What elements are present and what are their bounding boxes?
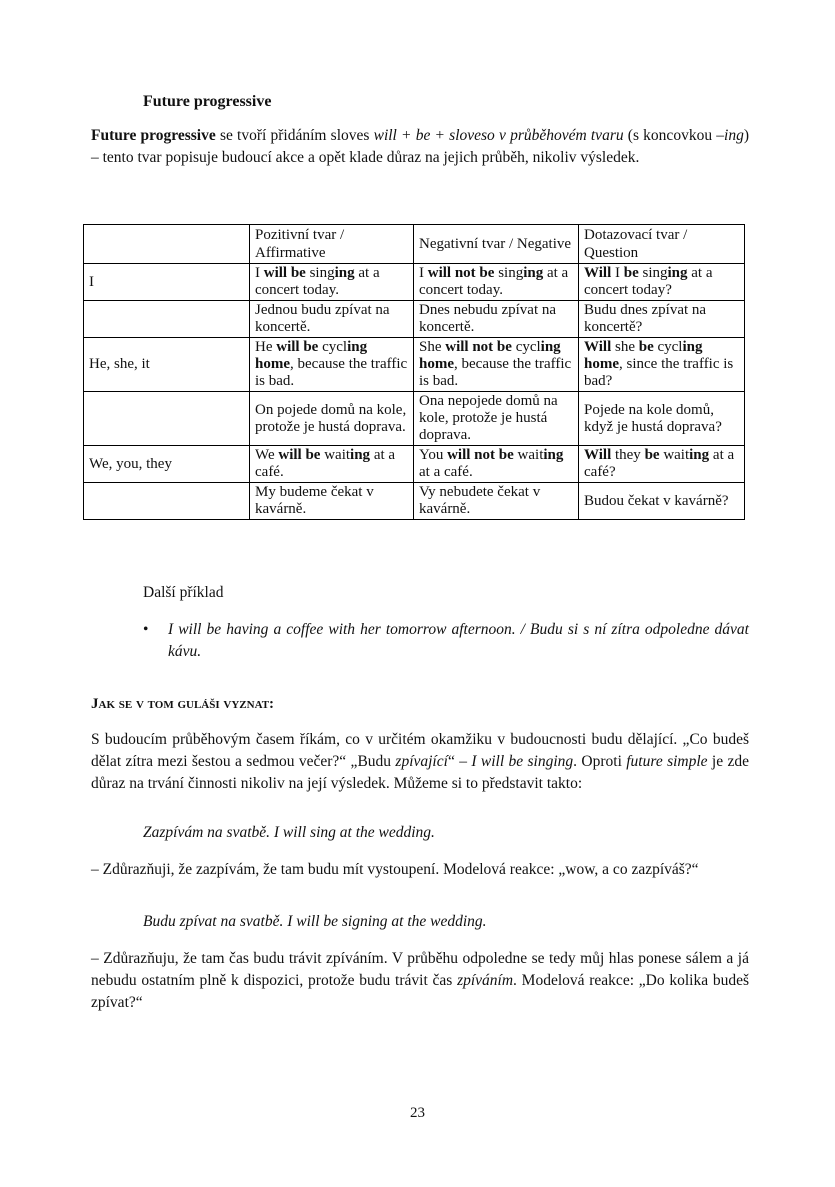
text-segment: . Modelová reakce: „Do kolika budeš zpívat?“: [91, 972, 749, 1011]
text-segment: ) – tento tvar popisuje budoucí akce a opět klade důraz na jejich průběh, nikoliv výsledek.: [91, 127, 749, 166]
example-cell: [250, 264, 414, 301]
example-cell: [414, 301, 579, 338]
text-segment: ing: [334, 265, 355, 281]
text-segment: “ –: [447, 753, 472, 770]
text-segment: , because the traffic is bad.: [419, 356, 572, 389]
bullet-icon: •: [143, 621, 149, 638]
text-segment: Vy nebudete čekat v kavárně.: [419, 484, 541, 517]
further-example-label: Další příklad: [143, 584, 224, 601]
text-segment: I will be singing: [471, 753, 574, 770]
text-segment: cycl: [318, 339, 348, 355]
person-cell: [84, 483, 250, 520]
intro-paragraph: [91, 125, 749, 169]
text-segment: wait: [659, 447, 690, 463]
text-segment: will be: [278, 447, 321, 463]
person-cell: [84, 338, 250, 392]
text-segment: S budoucím průběhovým časem říkám, co v určitém okamžiku v budoucnosti budu dělající. „Co budeš dělat zítra mezi šestou a sedmou večer?“ „Budu: [91, 731, 749, 770]
text-segment: wait: [513, 447, 544, 463]
text-segment: ing home: [419, 339, 561, 372]
text-segment: My budeme čekat v kavárně.: [255, 484, 374, 517]
bullet-text: I will be having a coffee with her tomorrow afternoon. / Budu si s ní zítra odpoledne dávat kávu.: [168, 621, 749, 660]
text-segment: ing: [667, 265, 688, 281]
text-segment: ing: [350, 447, 371, 463]
column-header: Negativní tvar / Negative: [414, 225, 579, 264]
text-segment: You: [419, 447, 448, 463]
text-segment: at a café?: [584, 447, 735, 480]
text-segment: future simple: [626, 753, 708, 770]
text-segment: Dnes nebudu zpívat na koncertě.: [419, 302, 557, 335]
text-segment: He, she, it: [89, 356, 150, 372]
table-row: [84, 483, 745, 520]
example-cell: [579, 446, 745, 483]
text-segment: ing: [543, 447, 564, 463]
text-segment: ing home: [584, 339, 703, 372]
text-segment: she: [611, 339, 639, 355]
text-segment: Jednou budu zpívat na koncertě.: [255, 302, 390, 335]
text-segment: sing: [305, 265, 335, 281]
text-segment: cycl: [653, 339, 683, 355]
text-segment: ing: [724, 127, 744, 144]
example-cell: [250, 392, 414, 446]
example-cell: [579, 338, 745, 392]
text-segment: We: [255, 447, 279, 463]
text-segment: will not be: [427, 265, 495, 281]
column-header: [84, 225, 250, 264]
example-cell: [250, 301, 414, 338]
table-row: [84, 338, 745, 392]
example-cell: [579, 301, 745, 338]
example-cell: [250, 483, 414, 520]
paragraph-3: [91, 948, 749, 1014]
text-segment: Budou čekat v kavárně?: [584, 492, 729, 509]
example-cell: [414, 264, 579, 301]
table-row: [84, 264, 745, 301]
table-header-row: [84, 225, 745, 264]
text-segment: at a café.: [419, 464, 473, 480]
text-segment: at a concert today.: [255, 265, 380, 298]
text-segment: I: [611, 265, 624, 281]
paragraph-2: [91, 859, 749, 881]
column-header: Pozitivní tvar / Affirmative: [250, 225, 414, 264]
example-cell: [250, 446, 414, 483]
example-cell: [579, 264, 745, 301]
text-segment: be: [644, 447, 660, 463]
example-sentence-1: Zazpívám na svatbě. I will sing at the wedding.: [143, 824, 435, 841]
person-cell: [84, 446, 250, 483]
text-segment: – Zdůrazňuju, že tam čas budu trávit zpíváním. V průběhu odpoledne se tedy můj hlas ponese sálem a já nebudu ostatním plně k dispozici, protože budu trávit čas: [91, 950, 749, 989]
text-segment: ing: [523, 265, 544, 281]
person-cell: [84, 264, 250, 301]
text-segment: wait: [320, 447, 351, 463]
example-cell: [414, 338, 579, 392]
text-segment: Pojede na kole domů, když je hustá doprava?: [584, 401, 722, 435]
example-cell: [579, 483, 745, 520]
text-segment: cycl: [511, 339, 541, 355]
section-title: Future progressive: [143, 93, 272, 110]
text-segment: they: [611, 447, 645, 463]
example-sentence-2: Budu zpívat na svatbě. I will be signing at the wedding.: [143, 913, 487, 930]
text-segment: ing home: [255, 339, 368, 372]
text-segment: (s koncovkou –: [623, 127, 725, 144]
text-segment: We, you, they: [89, 455, 172, 472]
text-segment: will + be + sloveso v průběhovém tvaru: [373, 127, 624, 144]
text-segment: Ona nepojede domů na kole, protože je hustá doprava.: [419, 393, 558, 443]
example-cell: [250, 338, 414, 392]
example-cell: [579, 392, 745, 446]
example-bullet: [143, 619, 749, 663]
text-segment: I: [255, 265, 264, 281]
text-segment: On pojede domů na kole, protože je hustá doprava.: [255, 401, 407, 435]
text-segment: at a café.: [255, 447, 396, 480]
text-segment: se tvoří přidáním sloves: [215, 127, 374, 144]
text-segment: , since the traffic is bad?: [584, 356, 734, 389]
text-segment: will not be: [447, 447, 514, 463]
table-row: [84, 301, 745, 338]
text-segment: Will: [584, 447, 612, 463]
table-row: [84, 446, 745, 483]
paragraph-1: [91, 729, 749, 795]
text-segment: , because the traffic is bad.: [255, 356, 408, 389]
text-segment: will be: [276, 339, 319, 355]
text-segment: Will: [584, 339, 612, 355]
conjugation-table: [83, 224, 745, 520]
table-row: [84, 392, 745, 446]
example-cell: [414, 446, 579, 483]
person-cell: [84, 301, 250, 338]
text-segment: Future progressive: [91, 127, 216, 144]
text-segment: – Zdůrazňuji, že zazpívám, že tam budu mít vystoupení. Modelová reakce: „wow, a co zazpíváš?“: [91, 861, 699, 878]
text-segment: will be: [263, 265, 306, 281]
example-cell: [414, 483, 579, 520]
text-segment: I: [419, 265, 428, 281]
column-header: Dotazovací tvar / Question: [579, 225, 745, 264]
text-segment: zpíváním: [457, 972, 514, 989]
text-segment: be: [623, 265, 639, 281]
text-segment: at a concert today.: [419, 265, 569, 298]
text-segment: I: [89, 273, 94, 290]
text-segment: be: [638, 339, 654, 355]
text-segment: ing: [689, 447, 710, 463]
person-cell: [84, 392, 250, 446]
text-segment: . Oproti: [573, 753, 627, 770]
subheading: Jak se v tom guláši vyznat:: [91, 696, 275, 712]
text-segment: Budu dnes zpívat na koncertě?: [584, 302, 707, 335]
text-segment: will not be: [445, 339, 512, 355]
text-segment: sing: [494, 265, 524, 281]
page-number: 23: [410, 1105, 425, 1121]
text-segment: He: [255, 339, 277, 355]
text-segment: Will: [584, 265, 612, 281]
text-segment: at a concert today?: [584, 265, 713, 298]
text-segment: She: [419, 339, 446, 355]
text-segment: je zde důraz na trvání činnosti nikoliv na její výsledek. Můžeme si to představit takto:: [91, 753, 749, 792]
text-segment: zpívající: [395, 753, 448, 770]
example-cell: [414, 392, 579, 446]
text-segment: sing: [638, 265, 668, 281]
